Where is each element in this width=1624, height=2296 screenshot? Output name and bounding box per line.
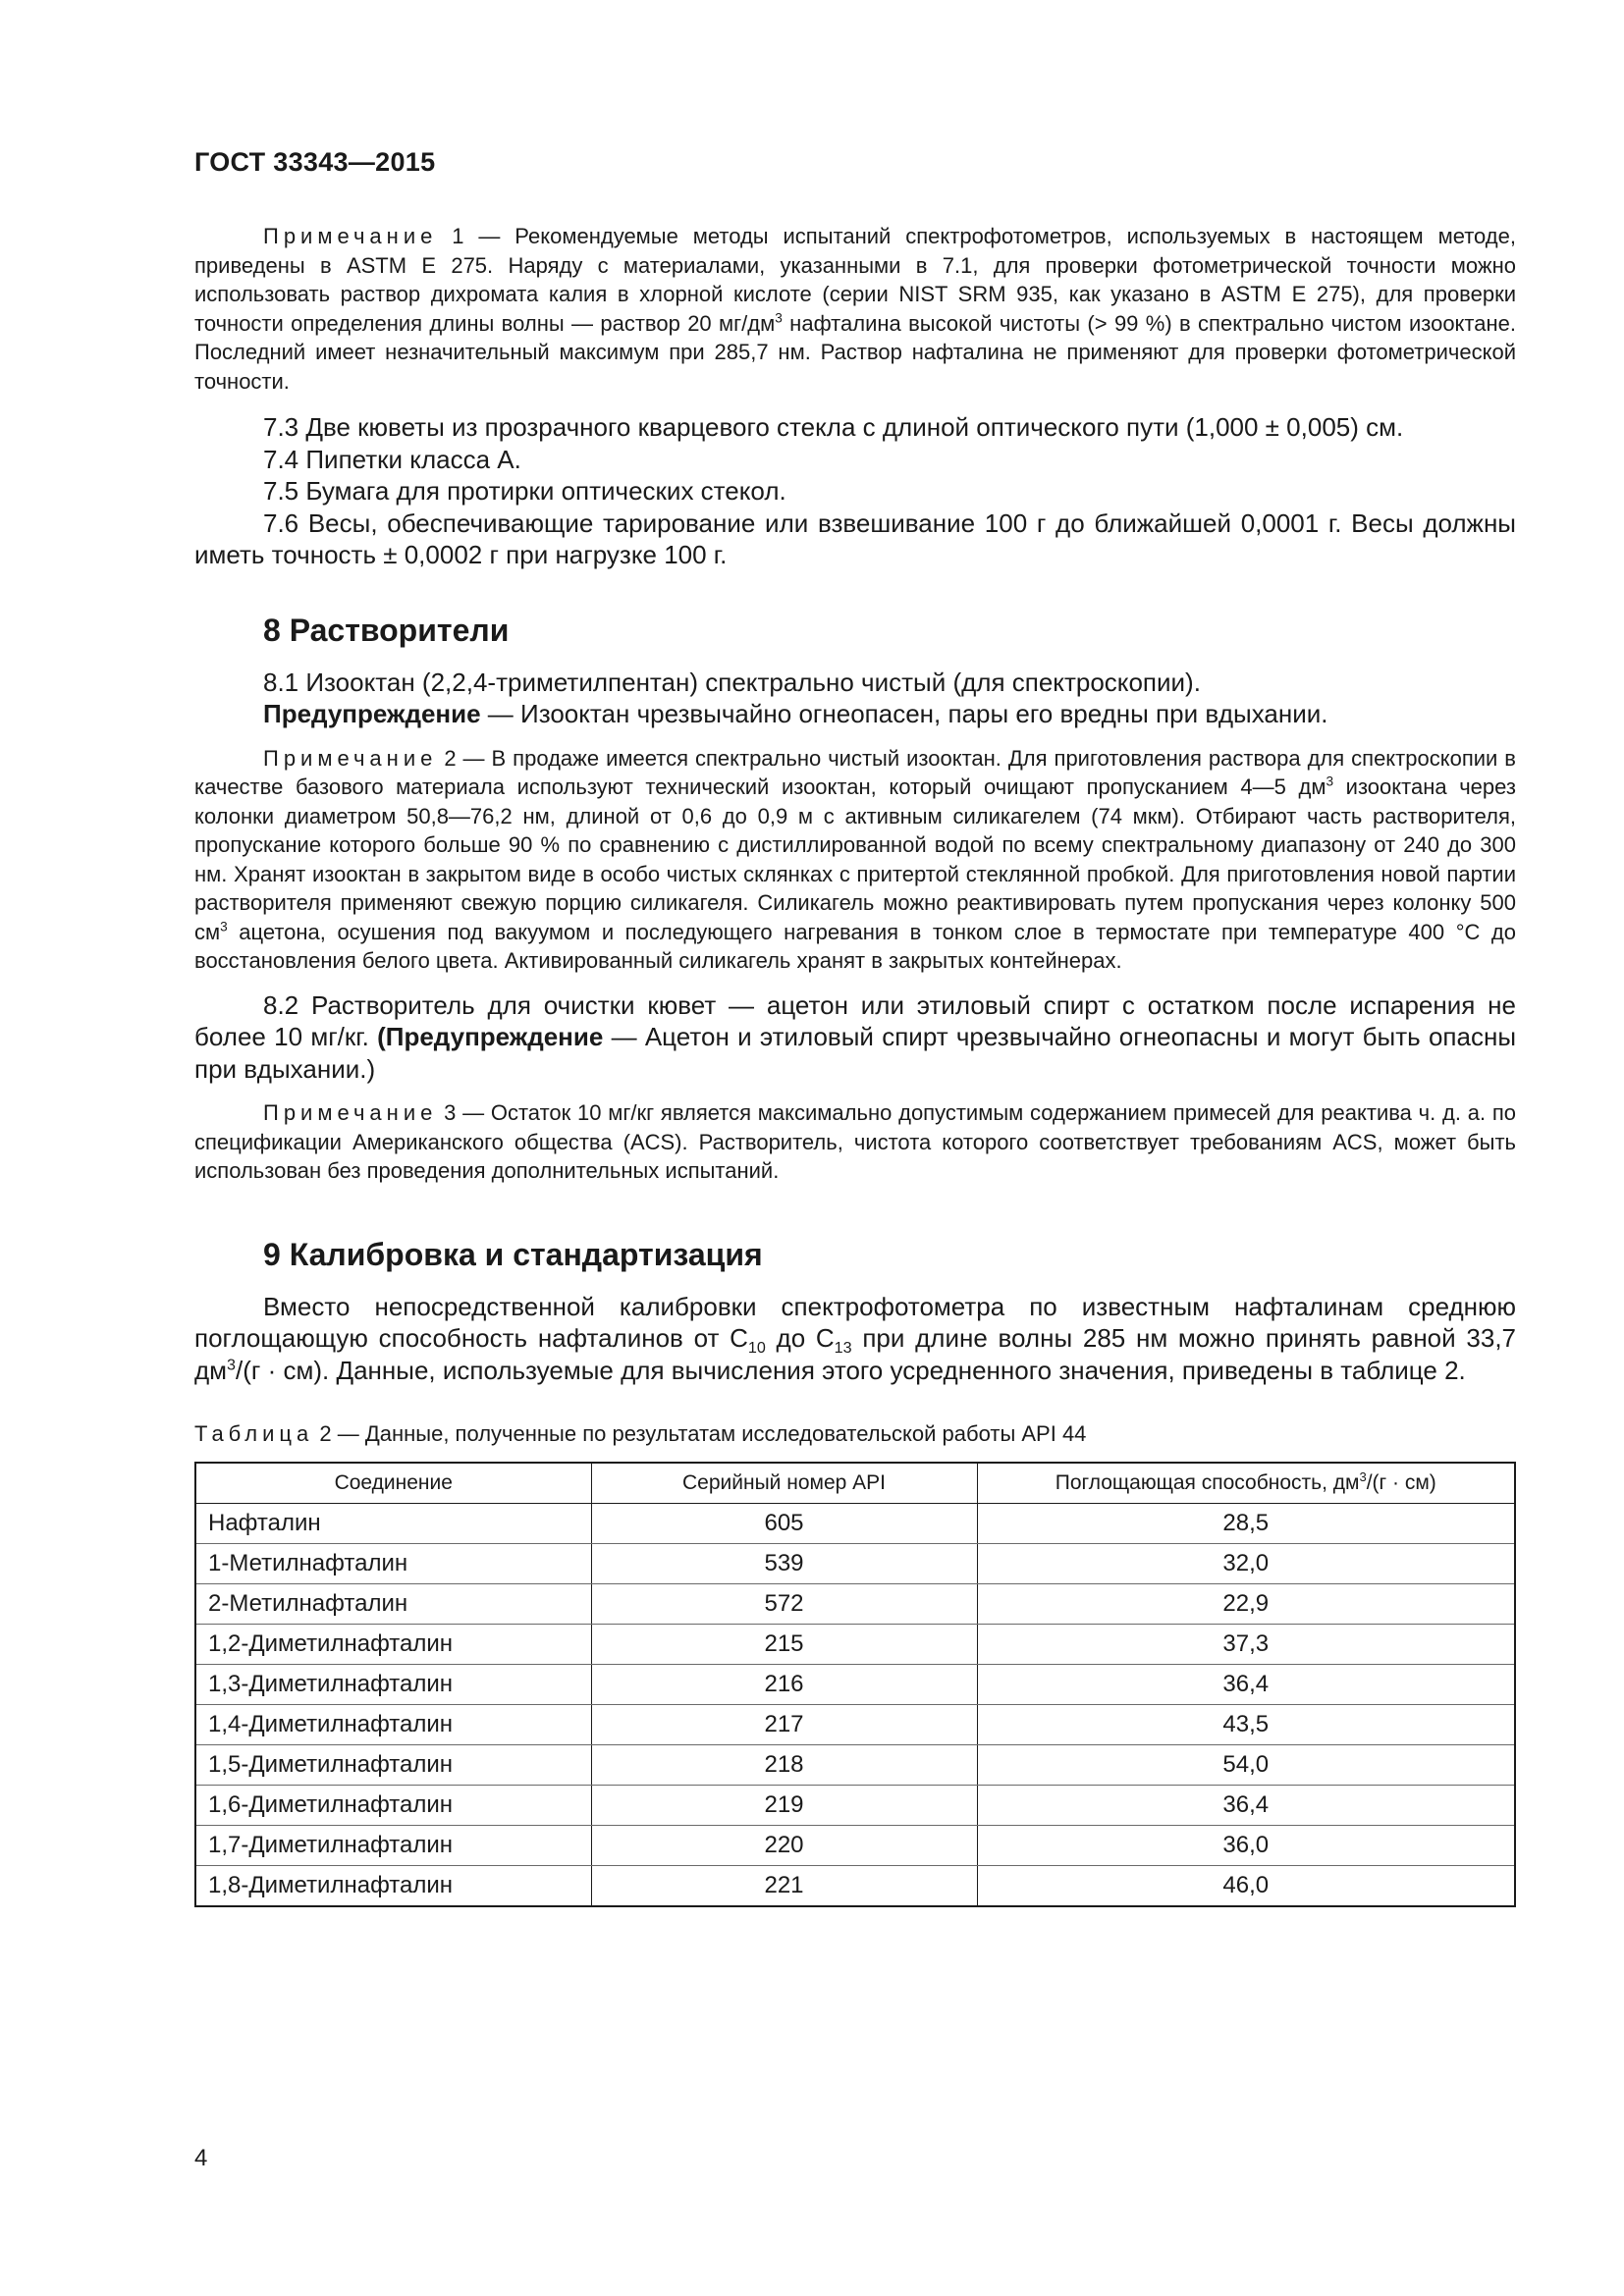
note-label: Примечание bbox=[263, 1100, 438, 1125]
cell-compound: Нафталин bbox=[195, 1504, 591, 1544]
table-body bbox=[195, 1504, 1515, 1907]
cell-abs: 36,0 bbox=[977, 1826, 1515, 1866]
note-text: нафталина высокой чистоты (> 99 %) в спектрально чистом изооктане. Последний имеет незначительный максимум при 285,7 нм. Раствор нафталина не применяют для проверки фотометрической точности. bbox=[194, 310, 1516, 394]
cell-abs: 22,9 bbox=[977, 1584, 1515, 1625]
cell-abs: 28,5 bbox=[977, 1504, 1515, 1544]
cell-abs: 46,0 bbox=[977, 1866, 1515, 1907]
data-table bbox=[194, 1462, 1516, 1907]
note-text: ацетона, осушения под вакуумом и последующего нагревания в тонком слое в термостате при температуре 400 °С до восстановления белого цвета. Активированный силикагель хранят в закрытых контейнерах. bbox=[194, 919, 1516, 973]
section-9-heading: 9 Калибровка и стандартизация bbox=[263, 1236, 763, 1272]
cell-api: 219 bbox=[591, 1786, 977, 1826]
table-row bbox=[195, 1665, 1515, 1705]
cell-compound: 2-Метилнафталин bbox=[195, 1584, 591, 1625]
cell-api: 605 bbox=[591, 1504, 977, 1544]
note-text: 3 — Остаток 10 мг/кг является максимально допустимым содержанием примесей для реактива ч. д. а. по спецификации Американского общества (ACS). Растворитель, чистота которого соответствует требованиям ACS, может быть использован без проведения дополнительных испытаний. bbox=[194, 1100, 1516, 1183]
superscript: 3 bbox=[1326, 774, 1334, 789]
cell-api: 220 bbox=[591, 1826, 977, 1866]
table-row bbox=[195, 1786, 1515, 1826]
cell-api: 218 bbox=[591, 1745, 977, 1786]
table-row bbox=[195, 1866, 1515, 1907]
note-2 bbox=[194, 744, 1516, 976]
table-row bbox=[195, 1745, 1515, 1786]
header-api-number: Серийный номер API bbox=[591, 1463, 977, 1504]
paragraph-7-5: 7.5 Бумага для протирки оптических стекол. bbox=[263, 476, 786, 506]
superscript: 3 bbox=[227, 1355, 237, 1373]
table-row bbox=[195, 1584, 1515, 1625]
superscript: 3 bbox=[1359, 1469, 1367, 1484]
page-content bbox=[194, 222, 1516, 1907]
cell-abs: 37,3 bbox=[977, 1625, 1515, 1665]
header-compound: Соединение bbox=[195, 1463, 591, 1504]
cell-api: 539 bbox=[591, 1544, 977, 1584]
table-header-row bbox=[195, 1463, 1515, 1504]
table-row bbox=[195, 1625, 1515, 1665]
cell-abs: 32,0 bbox=[977, 1544, 1515, 1584]
cell-compound: 1,7-Диметилнафталин bbox=[195, 1826, 591, 1866]
table-row bbox=[195, 1826, 1515, 1866]
table-row bbox=[195, 1705, 1515, 1745]
table-row bbox=[195, 1504, 1515, 1544]
paragraph-7-4: 7.4 Пипетки класса А. bbox=[263, 444, 521, 474]
note-text: 1 — Рекомендуемые методы испытаний спектрофотометров, используемых в настоящем методе, приведены в ASTM E 275. Наряду с материалами, указанными в 7.1, для проверки фотометрической точности можно использовать раствор дихромата калия в хлорной кислоте (серии NIST SRM 935, как указано в ASTM E 275), для проверки точности определения длины волны — раствор 20 мг/дм bbox=[194, 224, 1516, 336]
paragraph-text: до C bbox=[765, 1323, 835, 1353]
note-text: 2 — В продаже имеется спектрально чистый изооктан. Для приготовления раствора для спектроскопии в качестве базового материала используют технический изооктан, который очищают пропусканием 4—5 дм bbox=[194, 745, 1516, 799]
paragraph-8-2 bbox=[194, 989, 1516, 1086]
paragraph-text: /(г · см). Данные, используемые для вычисления этого усредненного значения, приведены в таблице 2. bbox=[236, 1355, 1466, 1385]
cell-api: 217 bbox=[591, 1705, 977, 1745]
superscript: 3 bbox=[220, 919, 228, 934]
cell-compound: 1-Метилнафталин bbox=[195, 1544, 591, 1584]
cell-compound: 1,2-Диметилнафталин bbox=[195, 1625, 591, 1665]
cell-abs: 54,0 bbox=[977, 1745, 1515, 1786]
paragraph-8-1: 8.1 Изооктан (2,2,4-триметилпентан) спектрально чистый (для спектроскопии). bbox=[263, 667, 1201, 697]
paragraph-text: при длине волны 285 нм можно принять равной 33,7 дм bbox=[194, 1323, 1516, 1385]
table-caption bbox=[194, 1419, 1516, 1448]
header-text: Поглощающая способность, дм bbox=[1055, 1471, 1360, 1494]
paragraph-text: 8.2 Растворитель для очистки кювет — ацетон или этиловый спирт с остатком после испарения не более 10 мг/кг. bbox=[194, 989, 1516, 1051]
cell-compound: 1,3-Диметилнафталин bbox=[195, 1665, 591, 1705]
cell-compound: 1,8-Диметилнафталин bbox=[195, 1866, 591, 1907]
paragraph-7-6: 7.6 Весы, обеспечивающие тарирование или взвешивание 100 г до ближайшей 0,0001 г. Весы должны иметь точность ± 0,0002 г при нагрузке 100 г. bbox=[194, 507, 1516, 569]
subscript: 13 bbox=[834, 1339, 852, 1358]
header-absorbance bbox=[977, 1463, 1515, 1504]
header-text: /(г · см) bbox=[1366, 1471, 1436, 1494]
warning-paragraph bbox=[194, 698, 1516, 730]
note-3 bbox=[194, 1098, 1516, 1186]
cell-api: 216 bbox=[591, 1665, 977, 1705]
table-row bbox=[195, 1544, 1515, 1584]
warning-text: — Изооктан чрезвычайно огнеопасен, пары его вредны при вдыхании. bbox=[480, 699, 1328, 728]
caption-text: 2 — Данные, полученные по результатам исследовательской работы API 44 bbox=[313, 1421, 1087, 1446]
cell-api: 572 bbox=[591, 1584, 977, 1625]
warning-label: (Предупреждение bbox=[377, 1022, 604, 1051]
cell-abs: 36,4 bbox=[977, 1665, 1515, 1705]
superscript: 3 bbox=[775, 310, 783, 326]
warning-label: Предупреждение bbox=[263, 699, 481, 728]
caption-label: Таблица bbox=[194, 1421, 314, 1446]
cell-compound: 1,6-Диметилнафталин bbox=[195, 1786, 591, 1826]
page-number: 4 bbox=[194, 2145, 208, 2171]
paragraph-text: — Ацетон и этиловый спирт чрезвычайно огнеопасны и могут быть опасны при вдыхании.) bbox=[194, 1022, 1517, 1084]
paragraph-9 bbox=[194, 1291, 1516, 1387]
cell-abs: 36,4 bbox=[977, 1786, 1515, 1826]
cell-compound: 1,5-Диметилнафталин bbox=[195, 1745, 591, 1786]
paragraph-text: Вместо непосредственной калибровки спектрофотометра по известным нафталинам среднюю поглощающую способность нафталинов от C bbox=[194, 1291, 1516, 1353]
note-label: Примечание bbox=[263, 745, 438, 771]
cell-api: 215 bbox=[591, 1625, 977, 1665]
cell-abs: 43,5 bbox=[977, 1705, 1515, 1745]
note-label: Примечание bbox=[263, 224, 438, 248]
paragraph-7-3: 7.3 Две кюветы из прозрачного кварцевого стекла с длиной оптического пути (1,000 ± 0,005) см. bbox=[263, 412, 1404, 442]
cell-compound: 1,4-Диметилнафталин bbox=[195, 1705, 591, 1745]
subscript: 10 bbox=[747, 1339, 766, 1358]
cell-api: 221 bbox=[591, 1866, 977, 1907]
standard-header: ГОСТ 33343—2015 bbox=[194, 147, 436, 177]
section-8-heading: 8 Растворители bbox=[263, 612, 510, 648]
note-1 bbox=[194, 222, 1516, 396]
note-text: изооктана через колонки диаметром 50,8—76,2 нм, длиной от 0,6 до 0,9 м с активным силикагелем (74 мкм). Отбирают часть растворителя, пропускание которого больше 90 % по сравнению с дистиллированной водой по всему спектральному диапазону от 240 до 300 нм. Хранят изооктан в закрытом виде в особо чистых склянках с притертой стеклянной пробкой. Для приготовления новой партии растворителя применяют свежую порцию силикагеля. Силикагель можно реактивировать путем пропускания через колонку 500 см bbox=[194, 774, 1516, 944]
